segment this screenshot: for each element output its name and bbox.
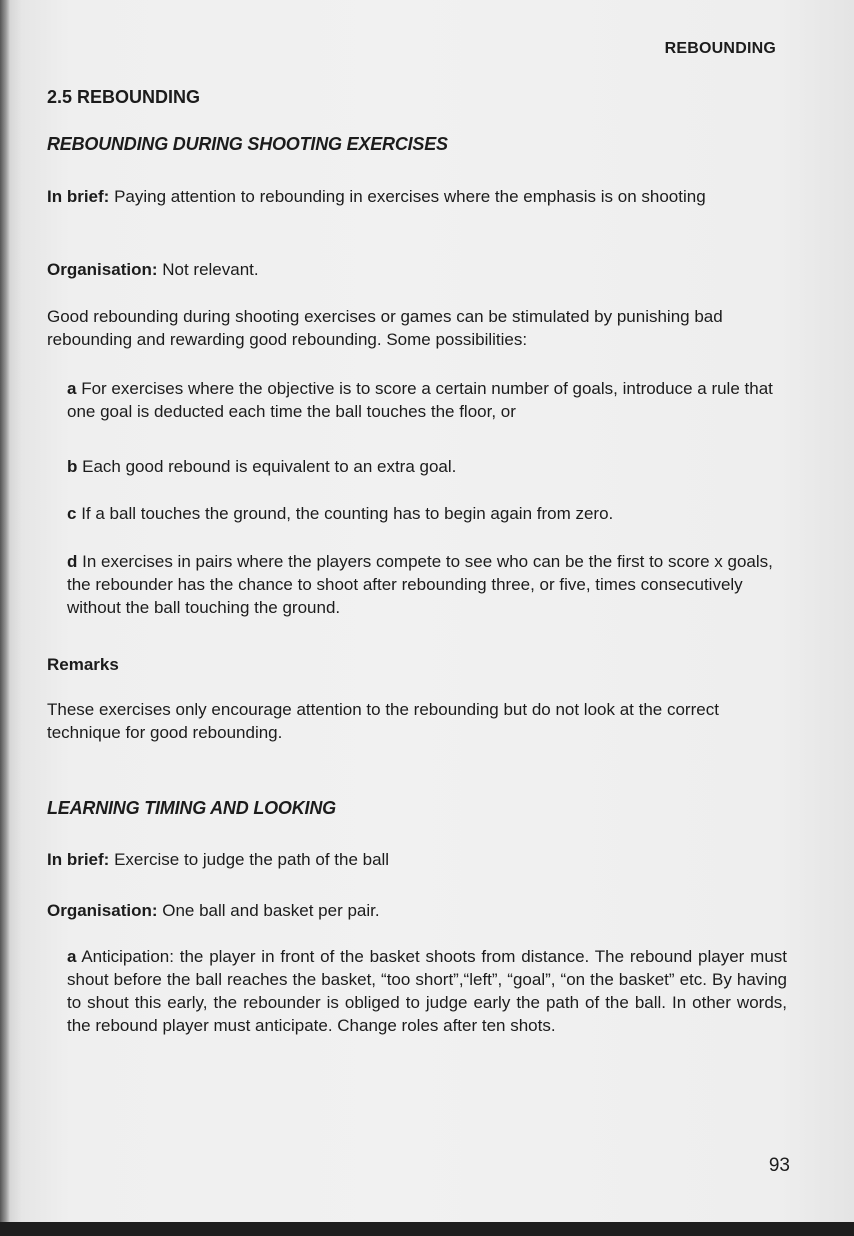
organisation-text: One ball and basket per pair. bbox=[157, 901, 380, 920]
in-brief-label: In brief: bbox=[47, 850, 110, 869]
book-spine-shadow bbox=[0, 0, 10, 1222]
subheading-rebounding-during-shooting: REBOUNDING DURING SHOOTING EXERCISES bbox=[47, 134, 448, 154]
list-item-letter: a bbox=[67, 947, 77, 966]
list-item-letter: c bbox=[67, 504, 77, 523]
anticipation-item-a bbox=[67, 945, 787, 1037]
section-title: 2.5 REBOUNDING bbox=[47, 87, 201, 107]
in-brief-text: Exercise to judge the path of the ball bbox=[109, 850, 390, 869]
subheading-learning-timing: LEARNING TIMING AND LOOKING bbox=[47, 798, 336, 818]
list-item-a bbox=[67, 377, 787, 423]
list-item-letter: d bbox=[67, 552, 78, 571]
list-item-letter: b bbox=[67, 457, 78, 476]
list-item-text: In exercises in pairs where the players compete to see who can be the first to score x goals, the rebounder has the chance to shoot after rebounding three, or five, times consecutively without the ball touching the ground. bbox=[67, 552, 773, 617]
list-item-text: If a ball touches the ground, the counting has to begin again from zero. bbox=[76, 504, 614, 523]
in-brief-paragraph-2 bbox=[47, 848, 787, 871]
organisation-label: Organisation: bbox=[47, 260, 158, 279]
in-brief-text: Paying attention to rebounding in exercises where the emphasis is on shooting bbox=[109, 187, 706, 206]
scan-bottom-edge bbox=[0, 1222, 854, 1236]
list-item-c bbox=[67, 502, 787, 525]
in-brief-label: In brief: bbox=[47, 187, 110, 206]
list-item-b bbox=[67, 455, 787, 478]
organisation-paragraph bbox=[47, 258, 787, 281]
list-item-d bbox=[67, 550, 787, 619]
list-item-text: Each good rebound is equivalent to an extra goal. bbox=[77, 457, 457, 476]
remarks-paragraph: These exercises only encourage attention to the rebounding but do not look at the correct technique for good rebounding. bbox=[47, 700, 719, 742]
organisation-label: Organisation: bbox=[47, 901, 158, 920]
in-brief-paragraph bbox=[47, 185, 787, 208]
page-number: 93 bbox=[768, 1155, 790, 1176]
organisation-text: Not relevant. bbox=[157, 260, 259, 279]
organisation-paragraph-2 bbox=[47, 899, 787, 922]
intro-paragraph: Good rebounding during shooting exercises or games can be stimulated by punishing bad rebounding and rewarding good rebounding. Some possibilities: bbox=[47, 307, 723, 349]
list-item-text: Anticipation: the player in front of the basket shoots from distance. The rebound player must shout before the ball reaches the basket, “too short”,“left”, “goal”, “on the basket” etc. By having to shout this early, the rebounder is obliged to judge early the path of the ball. In other words, the rebound player must anticipate. Change roles after ten shots. bbox=[67, 947, 787, 1035]
list-item-text: For exercises where the objective is to score a certain number of goals, introduce a rule that one goal is deducted each time the ball touches the floor, or bbox=[67, 379, 773, 421]
running-head: REBOUNDING bbox=[664, 40, 776, 57]
remarks-heading: Remarks bbox=[47, 655, 119, 674]
list-item-letter: a bbox=[67, 379, 77, 398]
